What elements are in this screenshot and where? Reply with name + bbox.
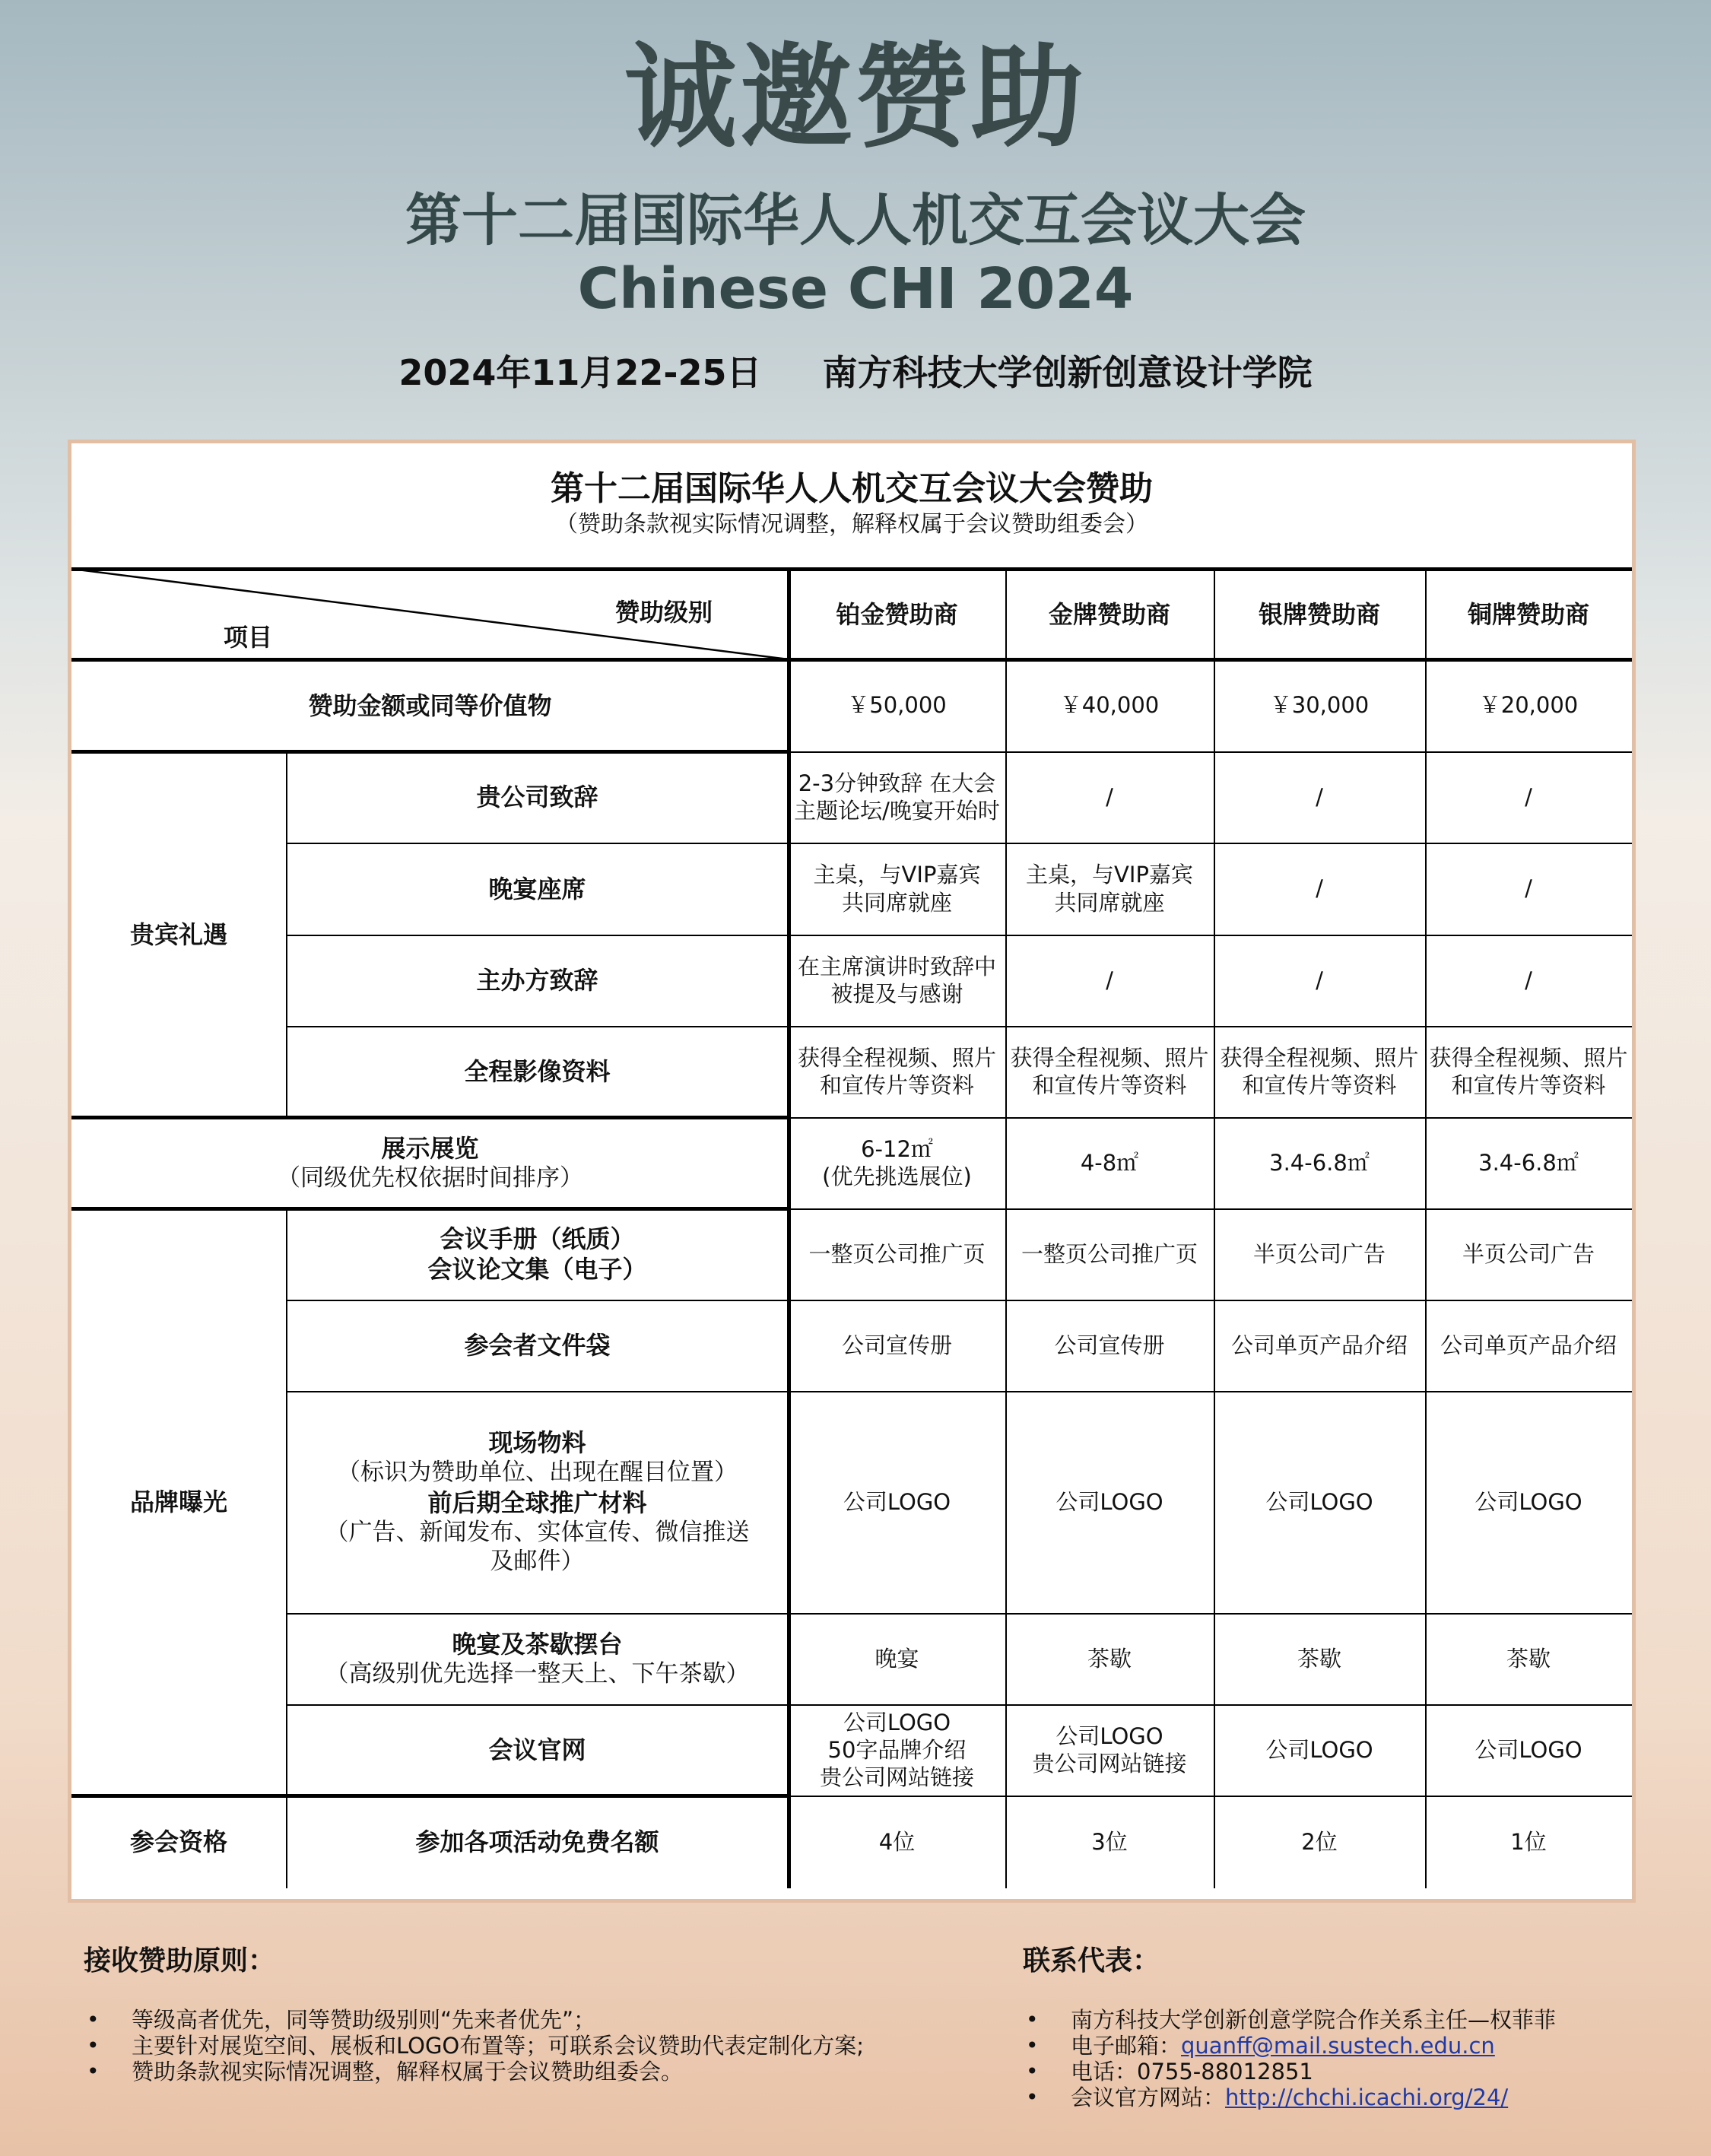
value-cell: 公司LOGO xyxy=(843,1488,951,1515)
contact-section xyxy=(1023,1939,1692,2110)
table-grid xyxy=(71,443,1632,1899)
value-cell: 6-12㎡ (优先挑选展位) xyxy=(822,1135,972,1189)
principles-heading: 接收赞助原则： xyxy=(84,1945,276,1977)
value-cell: 公司单页产品介绍 xyxy=(1230,1332,1408,1358)
value-cell: / xyxy=(1316,783,1323,810)
email-link[interactable]: quanff@mail.sustech.edu.cn xyxy=(1181,2033,1495,2059)
conference-title-en: Chinese CHI 2024 xyxy=(577,256,1134,322)
value-cell: 一整页公司推广页 xyxy=(1021,1240,1198,1267)
row-label-note: （广告、新闻发布、实体宣传、微信推送 及邮件） xyxy=(325,1518,750,1576)
row-label: 展示展览 xyxy=(381,1133,479,1163)
row-label-note: （高级别优先选择一整天上、下午茶歇） xyxy=(325,1659,750,1688)
row-label-note: （标识为赞助单位、出现在醒目位置） xyxy=(337,1458,738,1486)
value-cell: 3.4-6.8㎡ xyxy=(1478,1149,1579,1176)
value-cell: 公司LOGO xyxy=(1055,1488,1163,1515)
sponsorship-table xyxy=(68,440,1636,1903)
row-label-group xyxy=(71,1117,789,1208)
value-cell: 公司宣传册 xyxy=(1054,1332,1165,1358)
amount-cell: ￥50,000 xyxy=(847,692,947,719)
row-label: 赞助金额或同等价值物 xyxy=(308,691,552,720)
conference-title-cn: 第十二届国际华人人机交互会议大会 xyxy=(405,188,1306,253)
website-link[interactable]: http://chchi.icachi.org/24/ xyxy=(1225,2085,1509,2110)
value-cell: 半页公司广告 xyxy=(1252,1240,1386,1267)
value-cell: 茶歇 xyxy=(1506,1645,1551,1672)
row-label-note: （同级优先权依据时间排序） xyxy=(277,1164,583,1192)
row-label: 贵公司致辞 xyxy=(476,783,598,811)
corner-diagonal xyxy=(71,443,794,664)
row-label: 参加各项活动免费名额 xyxy=(415,1827,659,1856)
value-cell: 晚宴 xyxy=(875,1645,919,1672)
principle-item: • 等级高者优先，同等赞助级别则“先来者优先”； xyxy=(84,2007,920,2033)
contact-website-row xyxy=(1023,2085,1692,2110)
contact-phone: • 电话：0755-88012851 xyxy=(1023,2059,1692,2085)
value-cell: / xyxy=(1106,967,1113,993)
row-label-group xyxy=(286,1391,789,1613)
value-cell: 茶歇 xyxy=(1087,1645,1132,1672)
value-cell: 获得全程视频、照片 和宣传片等资料 xyxy=(797,1044,996,1098)
value-cell: 2-3分钟致辞 在大会 主题论坛/晚宴开始时 xyxy=(794,770,1000,824)
corner-col-label: 赞助级别 xyxy=(615,598,713,627)
level-header: 铂金赞助商 xyxy=(836,599,958,629)
table-title: 第十二届国际华人人机交互会议大会赞助 xyxy=(551,469,1153,508)
group-label-vip: 贵宾礼遇 xyxy=(129,919,227,949)
row-label: 现场物料 xyxy=(488,1427,586,1457)
row-label: 前后期全球推广材料 xyxy=(427,1488,647,1517)
row-label: 主办方致辞 xyxy=(476,966,598,995)
contact-email-row xyxy=(1023,2033,1692,2059)
value-cell: 在主席演讲时致辞中 被提及与感谢 xyxy=(797,953,996,1007)
contact-person: • 南方科技大学创新创意学院合作关系主任—权菲菲 xyxy=(1023,2007,1692,2033)
value-cell: 一整页公司推广页 xyxy=(808,1240,986,1267)
table-subtitle: （赞助条款视实际情况调整，解释权属于会议赞助组委会） xyxy=(555,511,1148,538)
value-cell: / xyxy=(1316,967,1323,993)
group-label-attend: 参会资格 xyxy=(129,1827,227,1856)
value-cell: 获得全程视频、照片 和宣传片等资料 xyxy=(1220,1044,1419,1098)
row-label: 晚宴及茶歇摆台 xyxy=(452,1629,623,1659)
date-location: 2024年11月22-25日 南方科技大学创新创意设计学院 xyxy=(398,352,1313,393)
value-cell: 1位 xyxy=(1510,1828,1547,1855)
amount-cell: ￥40,000 xyxy=(1059,692,1160,719)
value-cell: 公司LOGO 贵公司网站链接 xyxy=(1032,1723,1187,1777)
value-cell: 公司LOGO 50字品牌介绍 贵公司网站链接 xyxy=(819,1709,974,1791)
value-cell: 茶歇 xyxy=(1297,1645,1341,1672)
amount-cell: ￥20,000 xyxy=(1478,692,1579,719)
value-cell: 公司单页产品介绍 xyxy=(1440,1332,1617,1358)
row-label: 参会者文件袋 xyxy=(464,1331,611,1360)
value-cell: 4位 xyxy=(878,1828,916,1855)
value-cell: 公司LOGO xyxy=(1475,1488,1582,1515)
amount-cell: ￥30,000 xyxy=(1269,692,1370,719)
row-label: 晚宴座席 xyxy=(488,874,586,903)
value-cell: 主桌，与VIP嘉宾 共同席就座 xyxy=(1026,862,1193,916)
value-cell: / xyxy=(1106,783,1113,810)
value-cell: 半页公司广告 xyxy=(1462,1240,1595,1267)
value-cell: 公司LOGO xyxy=(1265,1736,1373,1763)
value-cell: / xyxy=(1316,875,1323,902)
value-cell: / xyxy=(1525,967,1532,993)
level-header: 铜牌赞助商 xyxy=(1467,599,1589,629)
value-cell: 获得全程视频、照片 和宣传片等资料 xyxy=(1429,1044,1628,1098)
website-label: 会议官方网站： xyxy=(1071,2085,1226,2110)
contact-heading: 联系代表： xyxy=(1023,1945,1160,1977)
level-header: 金牌赞助商 xyxy=(1048,599,1170,629)
value-cell: 3.4-6.8㎡ xyxy=(1269,1149,1370,1176)
principles-list xyxy=(84,2007,920,2085)
principle-item: • 赞助条款视实际情况调整，解释权属于会议赞助组委会。 xyxy=(84,2059,920,2085)
value-cell: 主桌，与VIP嘉宾 共同席就座 xyxy=(813,862,981,916)
level-header: 银牌赞助商 xyxy=(1258,599,1380,629)
value-cell: 公司LOGO xyxy=(1265,1488,1373,1515)
email-label: 电子邮箱： xyxy=(1071,2033,1182,2059)
row-label: 会议手册（纸质） 会议论文集（电子） xyxy=(427,1224,647,1284)
value-cell: 公司LOGO xyxy=(1475,1736,1582,1763)
value-cell: 获得全程视频、照片 和宣传片等资料 xyxy=(1010,1044,1209,1098)
value-cell: 2位 xyxy=(1301,1828,1338,1855)
principle-item: • 主要针对展览空间、展板和LOGO布置等；可联系会议赞助代表定制化方案; xyxy=(84,2033,920,2059)
value-cell: / xyxy=(1525,875,1532,902)
corner-row-label: 项目 xyxy=(224,623,273,652)
row-label: 会议官网 xyxy=(488,1735,586,1764)
value-cell: 4-8㎡ xyxy=(1080,1149,1139,1176)
row-label-group xyxy=(286,1613,789,1704)
value-cell: / xyxy=(1525,783,1532,810)
value-cell: 3位 xyxy=(1091,1828,1128,1855)
main-title: 诚邀赞助 xyxy=(624,32,1087,163)
row-label: 全程影像资料 xyxy=(464,1057,611,1086)
contact-list xyxy=(1023,2007,1692,2110)
value-cell: 公司宣传册 xyxy=(841,1332,952,1358)
group-label-brand: 品牌曝光 xyxy=(129,1488,227,1516)
sponsorship-principles xyxy=(84,1939,920,2085)
